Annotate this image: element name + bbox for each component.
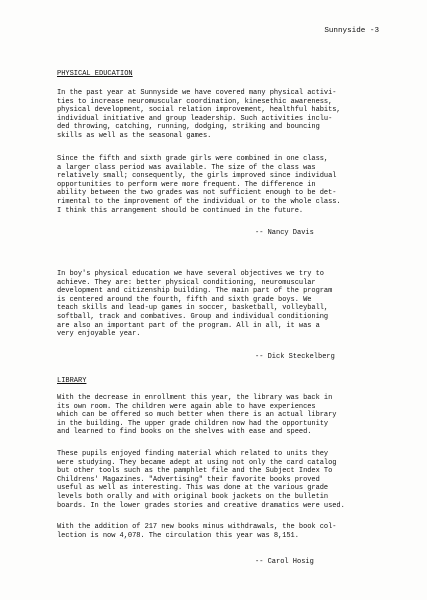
- library-paragraph-enrollment: With the decrease in enrollment this year, the library was back in its own room. The children were again able to have experiences which can be offered so much better when there is an actual library in the building. The upper grade children now had the opportunity and learned to find books on the shelves with ease and speed.: [57, 394, 337, 437]
- library-paragraph-collection: With the addition of 217 new books minus withdrawals, the book col- lection is now 4,078. The circulation this year was 8,151.: [57, 523, 337, 540]
- signature-dick-steckelberg: -- Dick Steckelberg: [255, 353, 335, 361]
- signature-carol-hosig: -- Carol Hosig: [255, 558, 314, 566]
- pe-paragraph-boys: In boy's physical education we have several objectives we try to achieve. They are: better physical conditioning, neuromuscular development and citizenship building. The main part of the program is centered around the fourth, fifth and sixth grade boys. We teach skills and lead-up games in soccer, basketball, volleyball, softball, track and combatives. Group and individual conditioning are also an important part of the program. All in all, it was a very enjoyable year.: [57, 270, 333, 339]
- section-heading-physical-education: PHYSICAL EDUCATION: [57, 70, 133, 78]
- signature-nancy-davis: -- Nancy Davis: [255, 229, 314, 237]
- library-paragraph-pupils: These pupils enjoyed finding material which related to units they were studying. They became adept at using not only the card catalog but other tools such as the pamphlet file and the Subject Index To Childrens' Magazines. "Advertising" their favorite books proved useful as well as interesting. This was done at the various grade levels both orally and with original book jackets on the bulletin boards. In the lower grades stories and creative dramatics were used.: [57, 450, 345, 510]
- pe-paragraph-girls-class: Since the fifth and sixth grade girls were combined in one class, a larger class period was available. The size of the class was relatively small; consequently, the girls improved since individual opportunities to perform were more frequent. The difference in ability between the two grades was not sufficient enough to be det- rimental to the improvement of the individual or to the whole class. I think this arrangement should be continued in the future.: [57, 155, 341, 215]
- page-header: Sunnyside -3: [324, 27, 379, 35]
- pe-paragraph-activities: In the past year at Sunnyside we have covered many physical activi- ties to increase neuromuscular coordination, kinesethic awareness, physical development, social relation improvement, healthful habits, individual initiative and group leadership. Such activities inclu- ded throwing, catching, running, dodging, striking and bouncing skills as well as the seasonal games.: [57, 89, 341, 140]
- section-heading-library: LIBRARY: [57, 377, 87, 385]
